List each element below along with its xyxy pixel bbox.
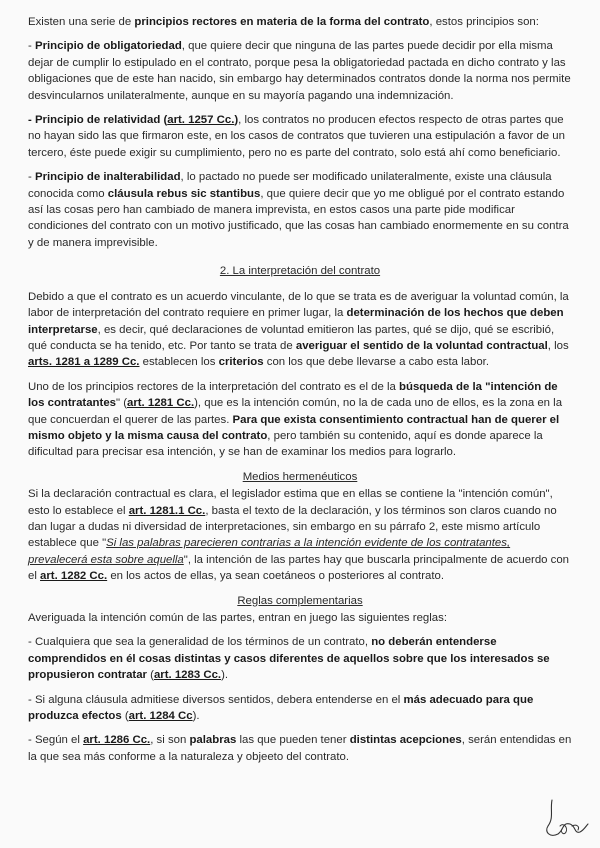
- text: , serán entendidas en la que sea más conforme a la naturaleza y objeeto del contrato.: [28, 734, 572, 763]
- text: , es decir, qué declaraciones de voluntad emitieron las partes, qué se dijo, qué se escribió, qué conducta se ha tenido, etc. Por tanto se trata de: [28, 323, 555, 352]
- text: - Según el: [28, 734, 84, 747]
- busqueda-paragraph: [28, 379, 572, 461]
- section-title: 2. La interpretación del contrato: [219, 265, 381, 278]
- article-reference: art. 1282 Cc.: [40, 570, 108, 583]
- text: (: [146, 669, 154, 682]
- article-reference: arts. 1281 a 1289 Cc.: [28, 356, 140, 369]
- text: - Cualquiera que sea la generalidad de los términos de un contrato,: [28, 636, 372, 649]
- text: , estos principios son:: [429, 16, 539, 28]
- text: - Si alguna cláusula admitiese diversos sentidos, debera entenderse en el: [28, 693, 404, 706]
- article-reference: art. 1281 Cc.: [127, 397, 195, 410]
- bold-text: Principio de inalterabilidad: [34, 171, 181, 184]
- bold-text: - Principio de relatividad (: [28, 114, 168, 127]
- bold-text: criterios: [218, 356, 264, 369]
- article-reference: art. 1284 Cc: [128, 710, 193, 723]
- text: , los: [547, 339, 569, 352]
- text: Si la declaración contractual es clara, el legislador estima que en ellas se contiene la "intención común", esto lo establece el: [28, 488, 553, 517]
- text: -: [28, 40, 35, 53]
- text: , lo pactado no puede ser modificado unilateralmente, existe una cláusula conocida como: [28, 171, 552, 200]
- article-reference: art. 1283 Cc.: [153, 669, 222, 682]
- article-reference: art. 1257 Cc.: [167, 114, 235, 127]
- medios-title: Medios hermenéuticos: [242, 470, 358, 483]
- text: las que pueden tener: [236, 734, 350, 747]
- text: establecen los: [139, 356, 219, 369]
- bold-text: distintas acepciones: [349, 734, 462, 747]
- bold-text: búsqueda de la "intención de los contratantes: [28, 380, 558, 410]
- regla-1: [28, 634, 572, 683]
- regla-2: [28, 692, 572, 725]
- bold-text: ): [234, 114, 239, 127]
- bold-text: más adecuado para que produzca efectos: [28, 693, 534, 723]
- text: Debido a que el contrato es un acuerdo vinculante, de lo que se trata es de averiguar la voluntad común, la labor de interpretación del contrato requiere en primer lugar, la: [28, 290, 569, 320]
- text: con los que debe llevarse a cabo esta labor.: [263, 356, 490, 369]
- text: ).: [192, 710, 200, 723]
- text: Existen una serie de: [28, 16, 135, 28]
- bold-text: no deberán entenderse comprendidos en él cosas distintas y casos diferentes de aquellos sobre que los interesados se propusieron contratar: [28, 636, 550, 682]
- text: ", la intención de las partes hay que buscarla principalmente de acuerdo con el: [28, 553, 570, 583]
- text: , los contratos no producen efectos respecto de otras partes que no hayan sido las que firmaron este, en los casos de contratos que tuvieren una estipulación a favor de un tercero, éste puede exigir su cumplimiento, pero no es parte del contrato, solo está ahí como beneficiario.: [28, 114, 565, 159]
- text: ).: [221, 669, 229, 682]
- intro-paragraph: [28, 14, 572, 30]
- text: (: [121, 710, 129, 723]
- bold-text: determinación de los hechos que deben interpretarse: [28, 307, 564, 336]
- bold-text: principios rectores en materia de la forma del contrato: [134, 16, 430, 28]
- text: " (: [115, 397, 127, 410]
- principio-relatividad: [28, 112, 572, 161]
- text: Uno de los principios rectores de la interpretación del contrato es el de la: [28, 380, 400, 393]
- text: , basta el texto de la declaración, y los términos son claros cuando no dan lugar a dudas ni diversidad de interpretaciones, sin embargo en su párrafo 2, este mismo artículo establece que ": [28, 504, 557, 550]
- text: , pero también su contenido, aquí es donde aparece la dificultad para precisar esa intención, y se han de examinar los medios para lograrlo.: [28, 429, 543, 459]
- principio-inalterabilidad: [28, 169, 572, 251]
- reglas-title: Reglas complementarias: [237, 594, 363, 607]
- text: -: [28, 171, 35, 184]
- text: en los actos de ellas, ya sean coetáneos o posteriores al contrato.: [107, 570, 445, 583]
- signature-icon: [540, 796, 590, 842]
- interpretacion-paragraph: [28, 289, 572, 371]
- text: , que quiere decir que ninguna de las partes puede decidir por ella misma dejar de cumplir lo estipulado en el contrato, porque pesa la obligatoriedad pactada en dicho contrato y las obligaciones que de este han nacido, sin embargo hay determinados contratos donde la norma nos permite desvincularnos unilateralmente, aunque en su mayoría pagando una indemnización.: [28, 40, 571, 102]
- bold-text: Principio de obligatoriedad: [34, 40, 182, 53]
- bold-text: palabras: [189, 734, 237, 747]
- text: , si son: [150, 734, 190, 747]
- text: ), que es la intención común, no la de cada uno de ellos, es la zona en la que concuerdan el querer de las partes.: [28, 397, 563, 426]
- medios-paragraph: [28, 486, 572, 584]
- bold-text: averiguar el sentido de la voluntad contractual: [295, 339, 548, 352]
- principio-obligatoriedad: [28, 38, 572, 104]
- quoted-text: Si las palabras parecieren contrarias a la intención evidente de los contratantes, prevalecerá esta sobre aquella: [28, 537, 511, 566]
- bold-text: Para que exista consentimiento contractual han de querer el mismo objeto y la misma causa del contrato: [28, 413, 560, 442]
- article-reference: art. 1286 Cc.: [83, 734, 151, 747]
- text: , que quiere decir que yo me obligué por el contrato estando así las cosas pero han cambiado de manera imprevista, en estos casos una parte pide modificar condiciones del contrato con un motivo justificado, que las cosas han cambiado enormemente en su contra y de manera imprevisible.: [28, 187, 569, 249]
- bold-text: cláusula rebus sic stantibus: [107, 187, 261, 200]
- reglas-intro: Averiguada la intención común de las partes, entran en juego las siguientes reglas:: [28, 612, 447, 624]
- article-reference: art. 1281.1 Cc.: [128, 504, 206, 517]
- regla-3: [28, 732, 572, 765]
